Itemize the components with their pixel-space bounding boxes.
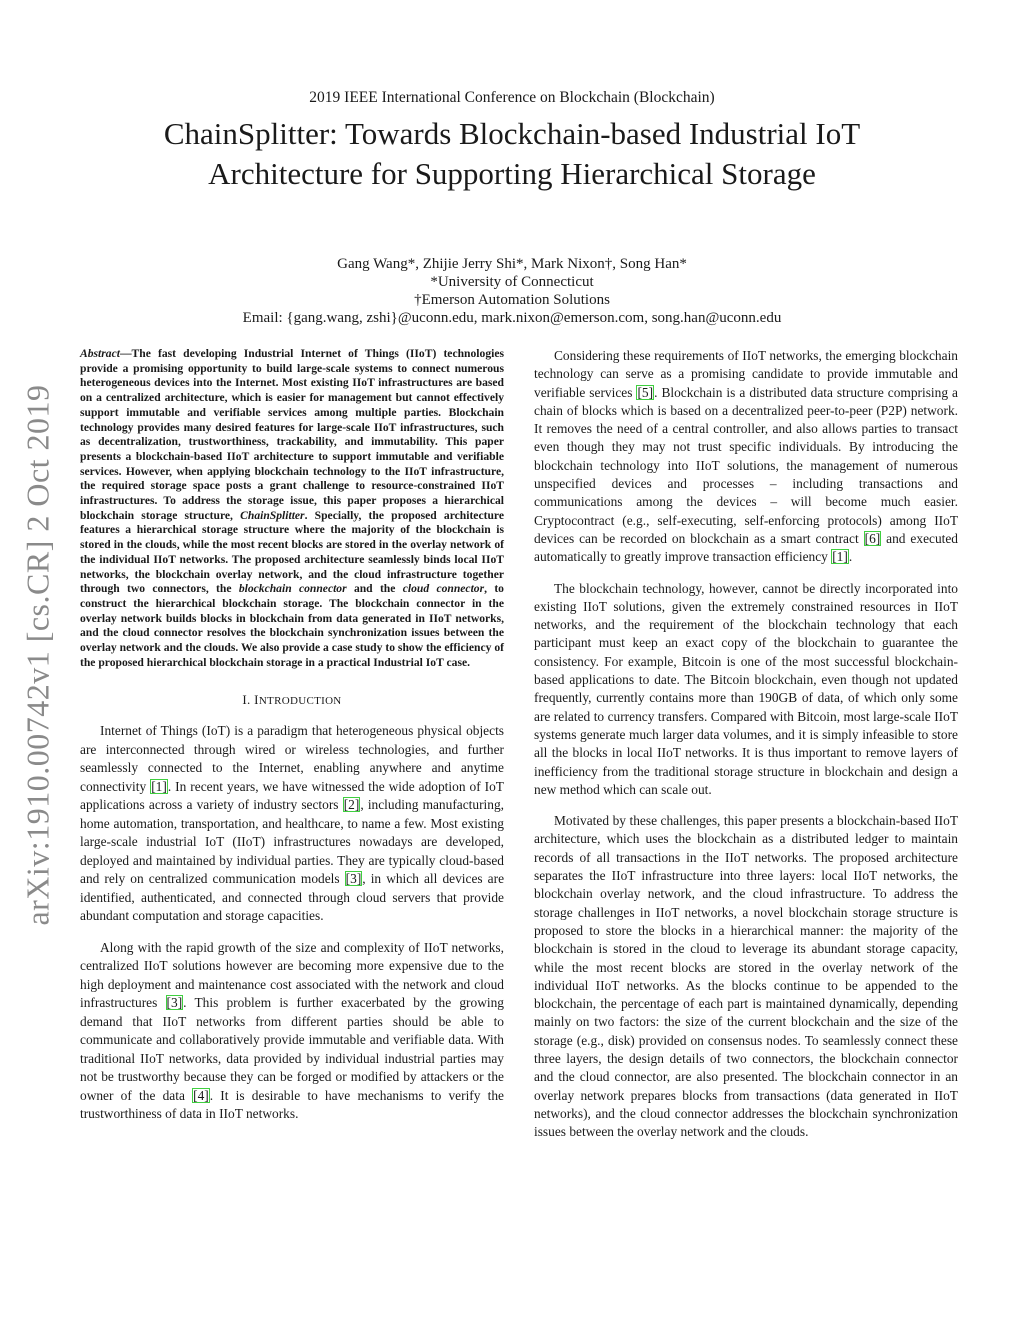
abstract-emphasis-blockchain-connector: blockchain connector xyxy=(238,582,347,596)
citation-link[interactable]: [3] xyxy=(345,871,362,887)
conference-header: 2019 IEEE International Conference on Blockchain (Blockchain) xyxy=(309,89,715,106)
section-title-rest: NTRODUCTION xyxy=(258,695,342,708)
abstract-emphasis-chainsplitter: ChainSplitter xyxy=(240,508,305,522)
paper-title: ChainSplitter: Towards Blockchain-based Industrial IoT Architecture for Supporting Hierarchical Storage xyxy=(163,116,861,191)
abstract-text-2: . Specially, the proposed architecture features a hierarchical storage structure where the majority of the blockchain is stored in the clouds, while the most recent blocks are stored in the overlay network of the individual IIoT networks. The proposed architecture seamlessly binds local IIoT networks, the blockchain overlay network, and the cloud infrastructure together through two connectors, the xyxy=(80,508,504,596)
intro-paragraph-3 xyxy=(534,347,958,567)
abstract-text-4: , to construct the hierarchical blockchain storage. The blockchain connector in the overlay network builds blocks in blockchain from data generated in IIoT networks, and the cloud connector resolves the blockchain synchronization issues between the overlay network and the clouds. We also provide a case study to show the efficiency of the proposed hierarchical blockchain storage in a practical Industrial IoT case. xyxy=(80,582,504,669)
citation-link[interactable]: [5] xyxy=(637,384,654,400)
abstract-label: Abstract xyxy=(80,347,120,360)
intro-paragraph-4: The blockchain technology, however, cannot be directly incorporated into existing IIoT solutions, given the extremely constrained resources in IIoT networks, and the requirement of the blockchain technology that each participant must keep an exact copy of the blockchain to guarantee the consistency. For example, Bitcoin is one of the most successful blockchain-based applications to date. The Bitcoin blockchain, even though not updated frequently, currently contains more than 190GB of data, of which only some are related to currency transfers. Compared with Bitcoin, most large-scale IIoT systems generate much larger data volumes, and it is simply infeasible to store all the blocks in local IIoT networks. It is thus important to remove layers of inefficiency from the traditional storage structure in blockchain and design a new method which can scale out. xyxy=(534,580,958,797)
arxiv-identifier[interactable]: arXiv:1910.00742v1 [cs.CR] 2 Oct 2019 xyxy=(19,384,56,926)
left-column xyxy=(80,347,504,1124)
text-run: . Blockchain is a distributed data structure comprising a chain of blocks which is based on a decentralized peer-to-peer (P2P) network. It removes the need of a central controller, and also allows parties to transact even though they may not trust specific individuals. By introducing the blockchain technology into IIoT solutions, the management of numerous unspecified devices and processes – including transactions and communications among the devices – will become much easier. Cryptocontract (e.g., self-executing, self-enforcing protocols) among IIoT devices can be recorded on blockchain as a smart contract xyxy=(534,384,958,546)
citation-link[interactable]: [2] xyxy=(343,797,360,813)
abstract-dash: — xyxy=(119,347,132,360)
abstract xyxy=(80,347,504,670)
text-run: , including manufacturing, home automation, transportation, and healthcare, to name a few. Most existing large-scale industrial IoT (IIoT) infrastructures nowadays are developed, deployed and maintained by individual parties. They are typically cloud-based and rely on centralized communication models xyxy=(80,797,505,887)
affiliation-emerson: †Emerson Automation Solutions xyxy=(414,292,610,308)
abstract-text-1: The fast developing Industrial Internet of Things (IIoT) technologies provide a promising opportunity to build large-scale systems to connect numerous heterogeneous devices into the Internet. Most existing IIoT infrastructures are based on a centralized architecture, which is easier for management but cannot effectively support immutable and verifiable services among multiple parties. Blockchain technology provides many desired features for large-scale IIoT infrastructures, such as decentralization, trustworthiness, trackability, and immutability. This paper presents a blockchain-based IIoT architecture to support immutable and verifiable services. However, when applying blockchain technology to the IIoT infrastructure, the required storage space posts a grant challenge to resource-constrained IIoT infrastructures. To address the storage issue, this paper proposes a hierarchical blockchain storage structure, xyxy=(80,347,504,522)
citation-link[interactable]: [3] xyxy=(166,995,183,1011)
text-run: Considering these requirements of IIoT networks, the emerging blockchain technology can serve as a promising candidate to provide immutable and verifiable services xyxy=(534,348,958,400)
abstract-emphasis-cloud-connector: cloud connector xyxy=(402,582,485,596)
intro-paragraph-1 xyxy=(80,722,504,926)
text-run: Internet of Things (IoT) is a paradigm that heterogeneous physical objects are interconnected through wired or wireless technologies, and further seamlessly connected to the Internet, enabling anywhere and anytime connectivity xyxy=(80,723,504,794)
right-column xyxy=(534,347,958,1141)
author-block xyxy=(0,255,1024,327)
text-run: . xyxy=(848,549,853,565)
citation-link[interactable]: [6] xyxy=(864,530,881,546)
arxiv-sidebar xyxy=(18,365,58,945)
text-run: and executed automatically to greatly improve transaction efficiency xyxy=(534,530,959,565)
intro-paragraph-5: Motivated by these challenges, this paper presents a blockchain-based IIoT architecture, which uses the blockchain as a distributed ledger to maintain records of all transactions in the IIoT networks. The proposed architecture separates the IIoT infrastructure into three layers: local IIoT networks, the blockchain overlay network, and the cloud infrastructure. To address the storage challenges in IIoT networks, a novel blockchain storage structure is proposed to store the blocks in a hierarchical manner: the majority of the blockchain is stored in the cloud to leverage its abundant storage capacity, while the most recent blocks are stored in the overlay network of the individual IIoT networks. As the blocks continue to be appended to the blockchain, the percentage of each part is maintained dynamically, depending mainly on two factors: the size of the current blockchain and the size of the storage (e.g., disk) provided on consensus nodes. To seamlessly connect these three layers, the design details of two connectors, the blockchain connector and the cloud connector, are also presented. The blockchain connector in an overlay network prepares blocks from transactions (data generated in IIoT networks), and the cloud connector addresses the blockchain synchronization issues between the overlay network and the clouds. xyxy=(534,813,958,1140)
citation-link[interactable]: [1] xyxy=(832,549,848,565)
text-run: . This problem is further exacerbated by the growing demand that IIoT networks from different parties should be able to communicate and collaboratively provide immutable and verifiable data. With traditional IIoT networks, data provided by individual industrial parties may not be trustworthy because they can be forged or modified by attackers or the owner of the data xyxy=(80,995,504,1103)
author-emails: Email: {gang.wang, zshi}@uconn.edu, mark.nixon@emerson.com, song.han@uconn.edu xyxy=(242,310,782,326)
intro-paragraph-2 xyxy=(80,939,504,1124)
text-run: , in which all devices are identified, authenticated, and connected through cloud servers that provide abundant computation and storage capacities. xyxy=(80,871,505,924)
section-title-initial: I xyxy=(254,692,259,708)
citation-link[interactable]: [4] xyxy=(193,1087,209,1103)
text-run: Along with the rapid growth of the size and complexity of IIoT networks, centralized IIoT solutions however are becoming more expensive due to the high deployment and maintenance cost associated with the network and cloud infrastructures xyxy=(80,939,504,1011)
text-run: . In recent years, we have witnessed the wide adoption of IoT applications across a variety of industry sectors xyxy=(80,778,504,813)
section-heading-introduction xyxy=(80,692,504,708)
author-names: Gang Wang*, Zhijie Jerry Shi*, Mark Nixon†, Song Han* xyxy=(337,256,687,272)
citation-link[interactable]: [1] xyxy=(151,778,167,794)
text-run: . It is desirable to have mechanisms to verify the trustworthiness of data in IIoT networks. xyxy=(80,1087,505,1122)
abstract-text-3: and the xyxy=(346,582,403,596)
section-number: I. xyxy=(242,692,251,708)
affiliation-uconn: *University of Connecticut xyxy=(430,274,594,290)
